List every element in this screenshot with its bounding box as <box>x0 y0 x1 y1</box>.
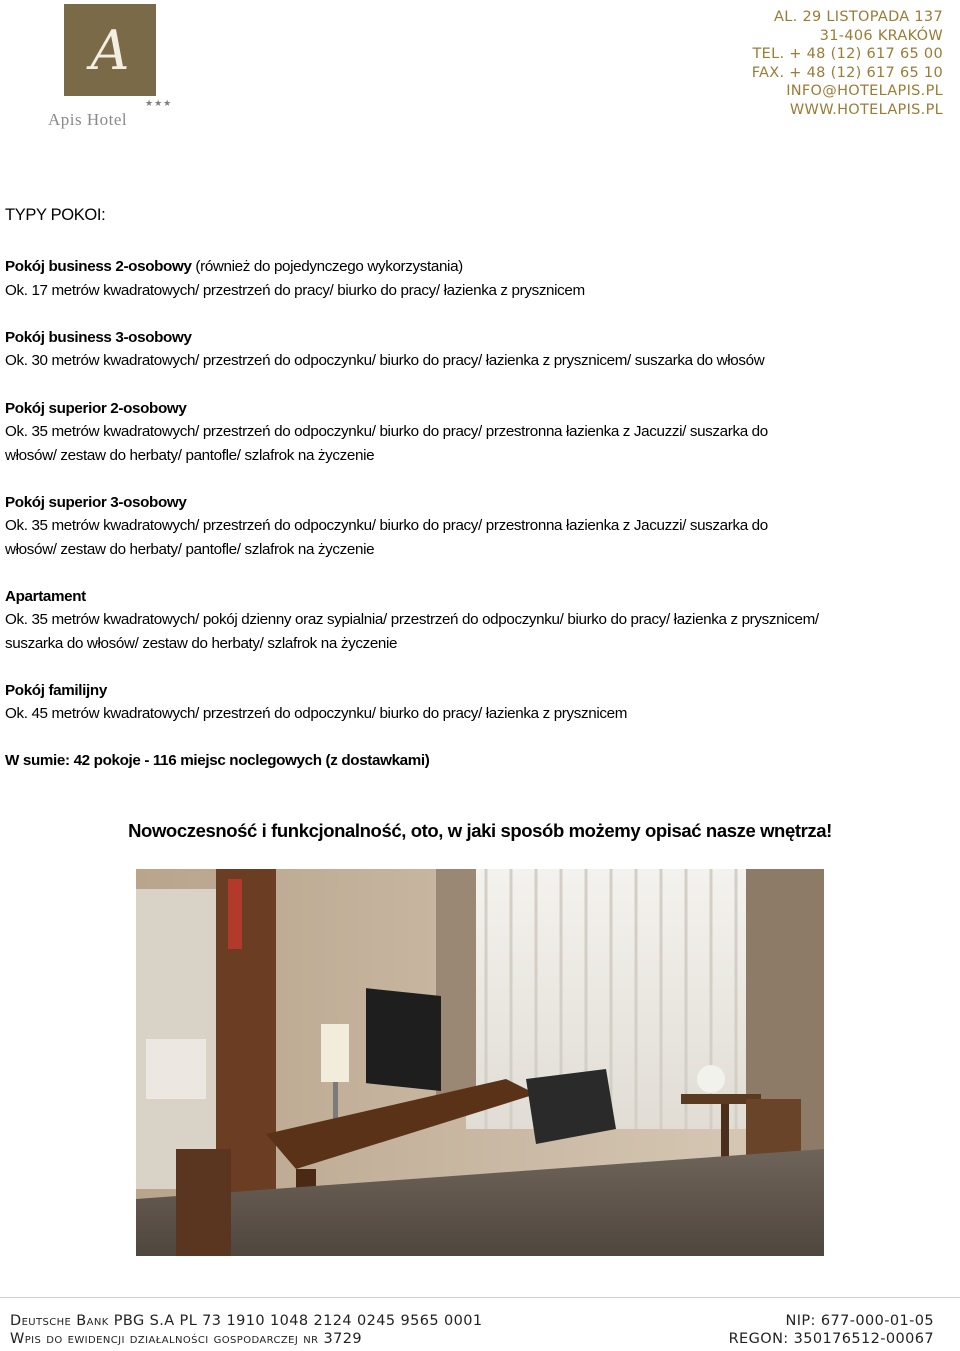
room-description: Ok. 35 metrów kwadratowych/ przestrzeń do odpoczynku/ biurko do pracy/ przestronna łazienka z Jacuzzi/ suszarka do <box>5 423 768 440</box>
contact-fax: FAX. + 48 (12) 617 65 10 <box>751 64 943 81</box>
room-description: Ok. 45 metrów kwadratowych/ przestrzeń do odpoczynku/ biurko do pracy/ łazienka z prysznicem <box>5 705 627 722</box>
logo-hotel-name: Apis Hotel <box>48 110 128 129</box>
room-name: Pokój business 3-osobowy <box>5 329 192 346</box>
room-heading <box>5 258 463 275</box>
logo-stars: ★★★ <box>145 99 173 109</box>
footer-divider <box>0 1297 960 1298</box>
room-description: włosów/ zestaw do herbaty/ pantofle/ szlafrok na życzenie <box>5 447 375 464</box>
room-name: Pokój business 2-osobowy <box>5 258 192 275</box>
room-description: Ok. 35 metrów kwadratowych/ przestrzeń do odpoczynku/ biurko do pracy/ przestronna łazienka z Jacuzzi/ suszarka do <box>5 517 768 534</box>
room-illustration <box>136 869 824 1256</box>
contact-phone: TEL. + 48 (12) 617 65 00 <box>752 46 943 63</box>
room-name: Pokój familijny <box>5 682 107 699</box>
section-title: TYPY POKOI: <box>5 206 106 224</box>
contact-address: AL. 29 LISTOPADA 137 <box>774 9 943 25</box>
footer-regon: REGON: 350176512-00067 <box>728 1331 934 1347</box>
contact-website: WWW.HOTELAPIS.PL <box>789 101 943 118</box>
room-description: Ok. 30 metrów kwadratowych/ przestrzeń do odpoczynku/ biurko do pracy/ łazienka z prysznicem/ suszarka do włosów <box>5 352 765 369</box>
footer-bank-account: Deutsche Bank PBG S.A PL 73 1910 1048 2124 0245 9565 0001 <box>10 1313 483 1329</box>
contact-email: INFO@HOTELAPIS.PL <box>786 83 943 100</box>
footer-registry: Wpis do ewidencji działalności gospodarczej nr 3729 <box>10 1331 362 1347</box>
hotel-logo <box>64 4 156 96</box>
room-description: suszarka do włosów/ zestaw do herbaty/ szlafrok na życzenie <box>5 635 398 652</box>
summary-text: W sumie: 42 pokoje - 116 miejsc noclegowych (z dostawkami) <box>5 752 430 769</box>
footer-nip: NIP: 677-000-01-05 <box>785 1313 934 1329</box>
room-name-note: (również do pojedynczego wykorzystania) <box>191 258 463 275</box>
contact-block <box>752 8 943 120</box>
headline: Nowoczesność i funkcjonalność, oto, w jaki sposób możemy opisać nasze wnętrza! <box>128 820 832 841</box>
room-name: Pokój superior 2-osobowy <box>5 400 187 417</box>
room-name: Apartament <box>5 588 86 605</box>
hotel-room-photo <box>136 869 824 1256</box>
room-description: Ok. 17 metrów kwadratowych/ przestrzeń do pracy/ biurko do pracy/ łazienka z prysznicem <box>5 282 585 299</box>
room-description: włosów/ zestaw do herbaty/ pantofle/ szlafrok na życzenie <box>5 541 375 558</box>
contact-city: 31-406 KRAKÓW <box>819 27 943 44</box>
room-description: Ok. 35 metrów kwadratowych/ pokój dzienny oraz sypialnia/ przestrzeń do odpoczynku/ biurko do pracy/ łazienka z prysznicem/ <box>5 611 819 628</box>
room-name: Pokój superior 3-osobowy <box>5 494 187 511</box>
logo-monogram: A <box>90 18 130 82</box>
